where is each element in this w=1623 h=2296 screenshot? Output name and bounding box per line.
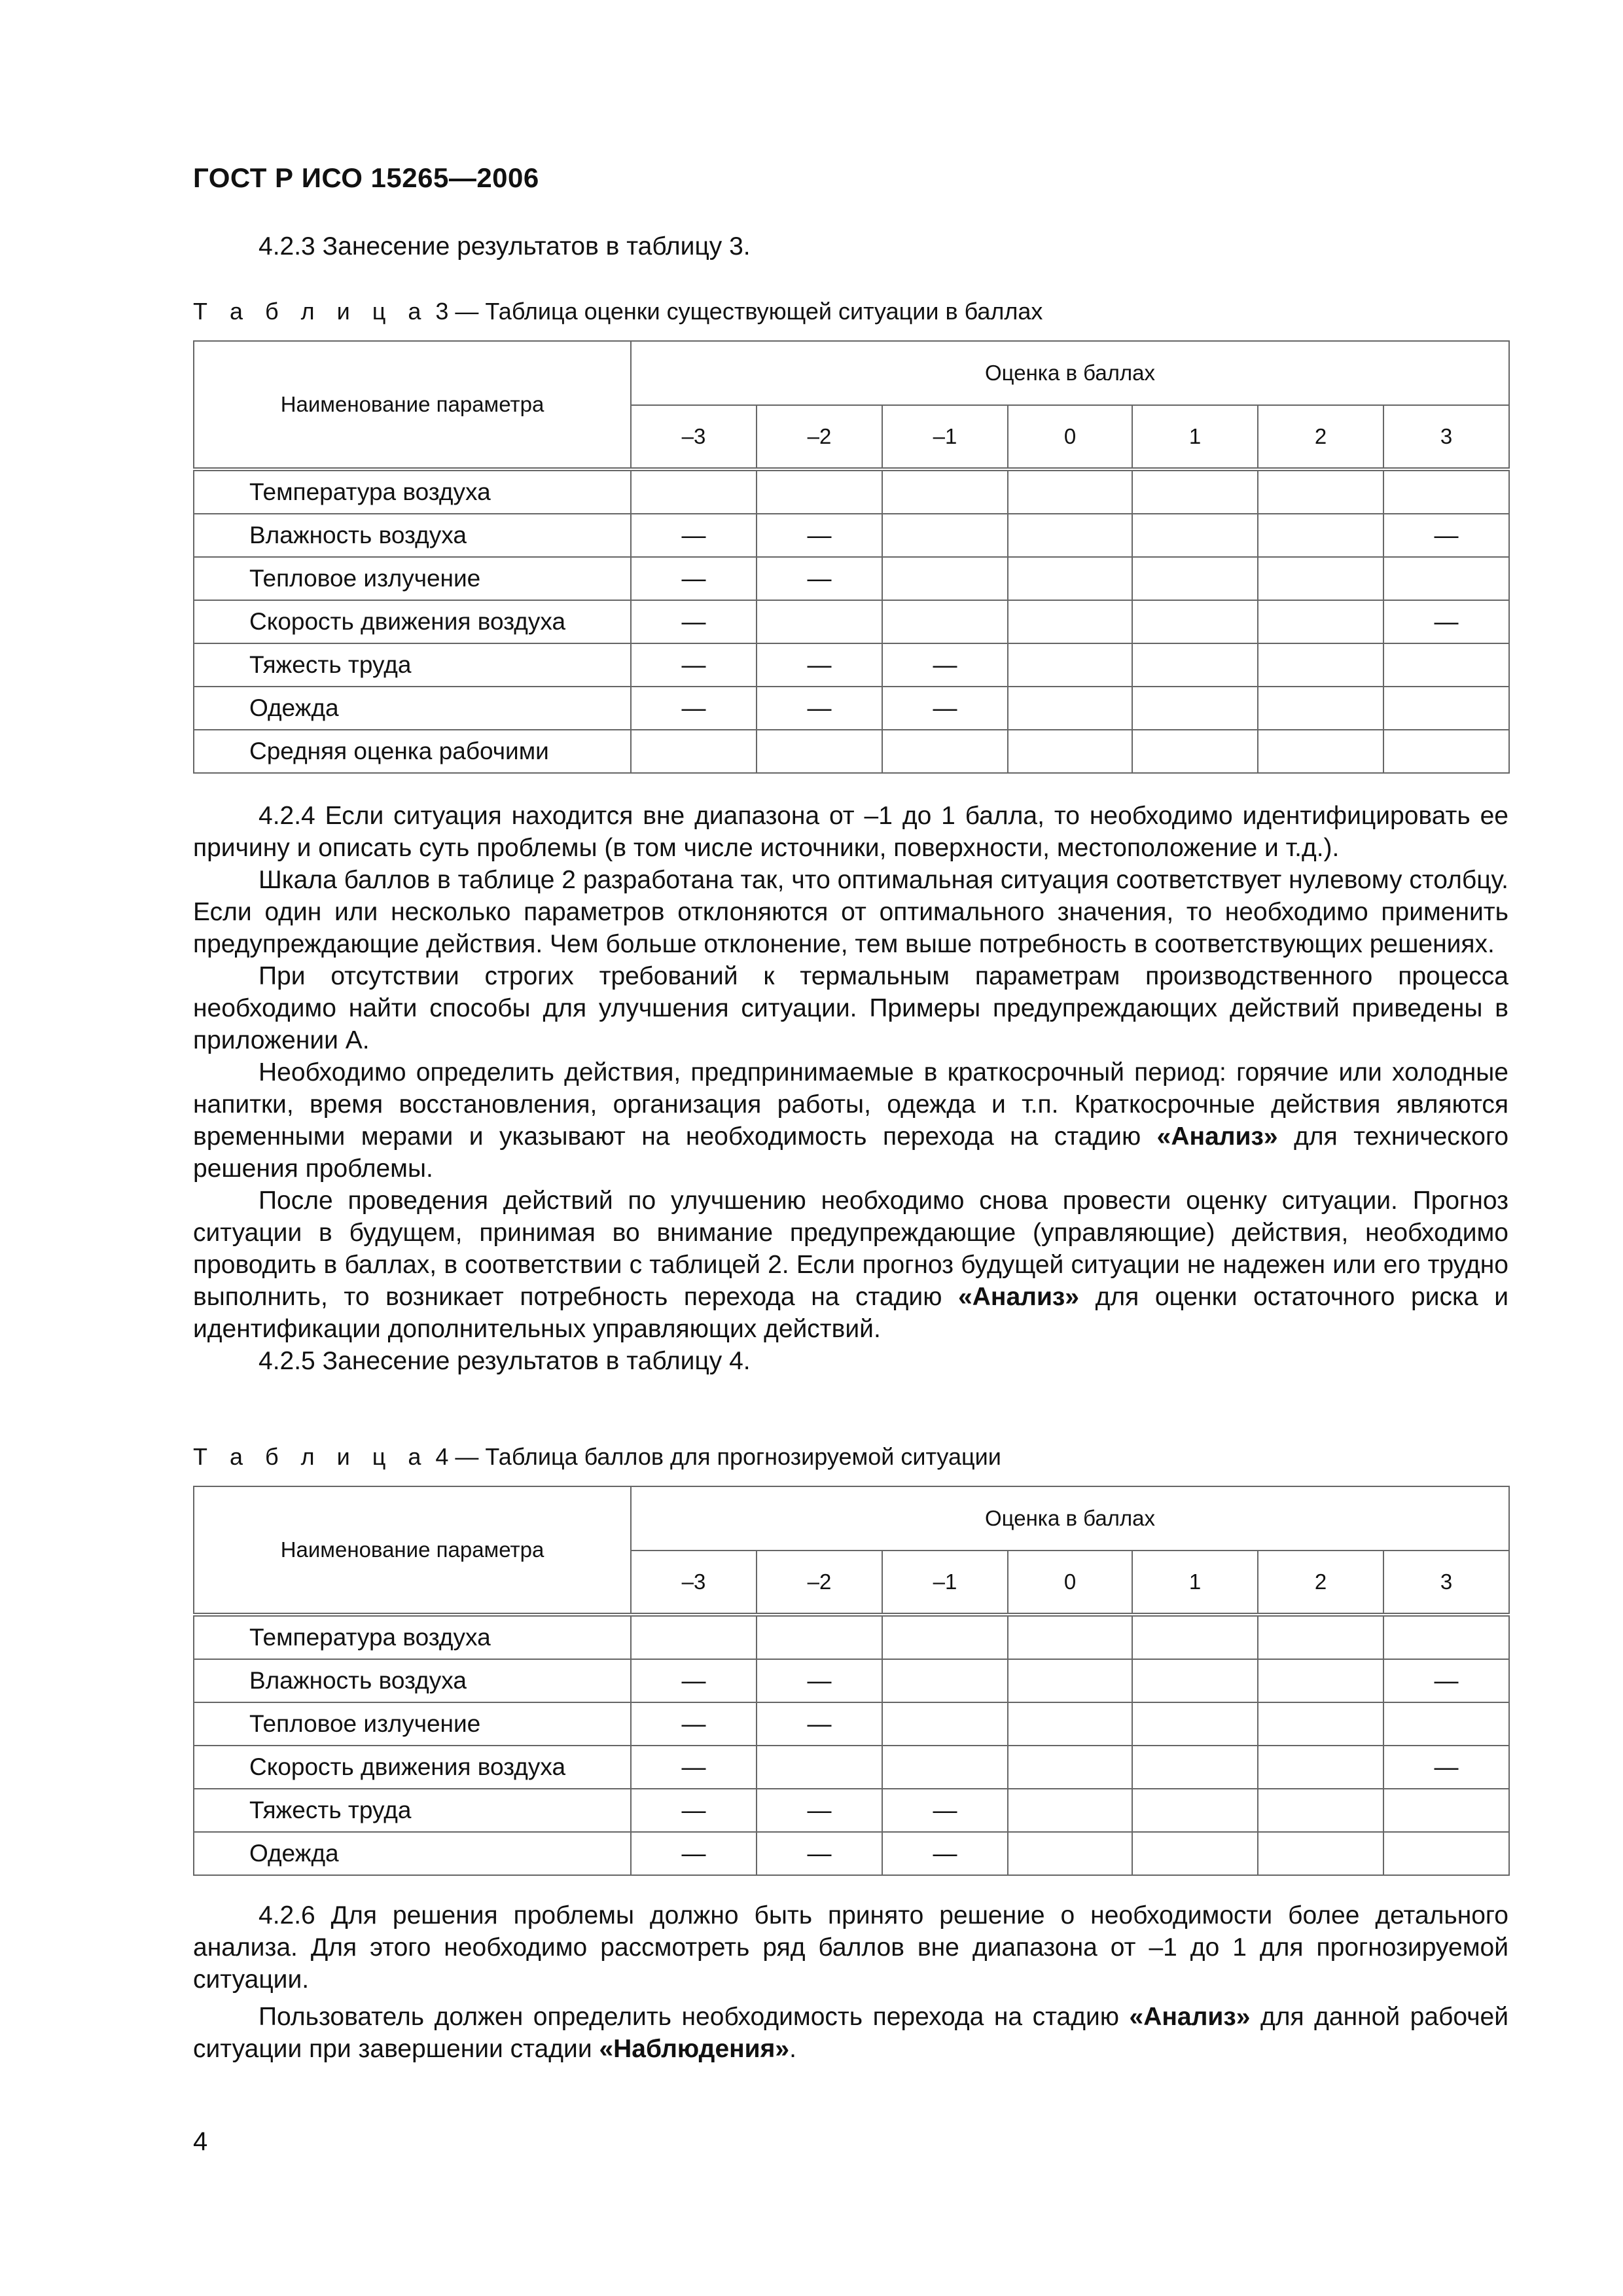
score-cell — [757, 600, 882, 643]
score-header: –2 — [757, 1551, 882, 1615]
score-cell: — — [631, 1659, 757, 1702]
score-cell — [882, 557, 1008, 600]
score-header: 1 — [1132, 1551, 1258, 1615]
stage-name-analysis: «Анализ» — [1129, 2003, 1251, 2031]
score-header: 0 — [1008, 405, 1132, 469]
score-header: –3 — [631, 1551, 757, 1615]
table-row — [194, 1702, 1509, 1746]
score-cell — [1258, 1659, 1383, 1702]
paragraph-text: При отсутствии строгих требований к термальным параметрам производственного процесса необходимо найти способы для улучшения ситуации. Примеры предупреждающих действий приведены в приложении А. — [193, 962, 1508, 1054]
score-cell — [1008, 687, 1132, 730]
score-cell — [1008, 469, 1132, 514]
score-cell — [1008, 600, 1132, 643]
table-3 — [193, 340, 1510, 774]
column-header-score-group: Оценка в баллах — [631, 341, 1509, 405]
score-cell: — — [757, 643, 882, 687]
parameter-name: Влажность воздуха — [194, 1659, 631, 1702]
stage-name-observation: «Наблюдения» — [599, 2035, 790, 2063]
score-cell: — — [631, 600, 757, 643]
table-row — [194, 687, 1509, 730]
score-cell — [1132, 643, 1258, 687]
score-cell: — — [631, 514, 757, 557]
table-row — [194, 1746, 1509, 1789]
parameter-name: Температура воздуха — [194, 1615, 631, 1659]
score-cell: — — [757, 514, 882, 557]
score-cell — [1258, 514, 1383, 557]
parameter-name: Влажность воздуха — [194, 514, 631, 557]
score-header: 1 — [1132, 405, 1258, 469]
parameter-name: Тяжесть труда — [194, 643, 631, 687]
score-cell: — — [757, 1832, 882, 1875]
score-header: 3 — [1383, 405, 1509, 469]
page-number: 4 — [193, 2127, 208, 2156]
score-cell: — — [631, 1789, 757, 1832]
parameter-name: Тепловое излучение — [194, 1702, 631, 1746]
table-row — [194, 1789, 1509, 1832]
score-cell: — — [631, 1746, 757, 1789]
score-header: –2 — [757, 405, 882, 469]
score-cell — [1258, 600, 1383, 643]
score-cell — [1383, 1702, 1509, 1746]
score-header: 3 — [1383, 1551, 1509, 1615]
score-cell — [1008, 514, 1132, 557]
parameter-name: Одежда — [194, 687, 631, 730]
column-header-parameter: Наименование параметра — [194, 1486, 631, 1615]
paragraph — [193, 2001, 1508, 2065]
paragraph-text: 4.2.6 Для решения проблемы должно быть принято решение о необходимости более детального анализа. Для этого необходимо рассмотреть ряд баллов вне диапазона от –1 до 1 для прогнозируемой ситуации. — [193, 1901, 1508, 1994]
section-4-2-4 — [193, 800, 1508, 1377]
score-cell — [882, 730, 1008, 773]
paragraph — [193, 960, 1508, 1056]
score-cell — [1258, 643, 1383, 687]
caption-text: 4 — Таблица баллов для прогнозируемой ситуации — [429, 1443, 1001, 1470]
score-cell — [757, 1615, 882, 1659]
parameter-name: Одежда — [194, 1832, 631, 1875]
score-cell: — — [757, 687, 882, 730]
table-row — [194, 600, 1509, 643]
score-cell — [882, 1615, 1008, 1659]
table-row — [194, 514, 1509, 557]
caption-text: 3 — Таблица оценки существующей ситуации в баллах — [429, 298, 1043, 325]
paragraph-text: Пользователь должен определить необходимость перехода на стадию — [259, 2003, 1130, 2031]
table-row — [194, 557, 1509, 600]
paragraph-text: . — [789, 2035, 796, 2063]
score-cell — [631, 730, 757, 773]
score-cell — [631, 469, 757, 514]
score-cell — [1132, 1832, 1258, 1875]
parameter-name: Температура воздуха — [194, 469, 631, 514]
score-cell — [1258, 557, 1383, 600]
caption-label: Т а б л и ц а — [193, 1443, 429, 1470]
paragraph — [193, 1185, 1508, 1345]
score-cell — [1132, 1789, 1258, 1832]
paragraph-text: 4.2.5 Занесение результатов в таблицу 4. — [259, 1347, 751, 1375]
score-cell — [1008, 1615, 1132, 1659]
score-cell: — — [757, 557, 882, 600]
score-cell — [1132, 1659, 1258, 1702]
paragraph-text: для технического решения проблемы. — [193, 1122, 1509, 1183]
parameter-name: Скорость движения воздуха — [194, 1746, 631, 1789]
score-cell — [1132, 730, 1258, 773]
score-cell — [1383, 469, 1509, 514]
score-cell — [1132, 514, 1258, 557]
score-header: 0 — [1008, 1551, 1132, 1615]
score-cell — [1383, 730, 1509, 773]
score-cell — [1132, 1615, 1258, 1659]
score-cell — [1258, 469, 1383, 514]
score-header: –1 — [882, 1551, 1008, 1615]
score-cell — [1008, 1702, 1132, 1746]
score-cell: — — [882, 1832, 1008, 1875]
score-cell — [1008, 1832, 1132, 1875]
score-cell — [1258, 1832, 1383, 1875]
score-cell: — — [757, 1659, 882, 1702]
table-row — [194, 643, 1509, 687]
score-cell — [882, 469, 1008, 514]
score-cell: — — [757, 1702, 882, 1746]
score-cell: — — [631, 687, 757, 730]
score-cell: — — [1383, 600, 1509, 643]
score-cell: — — [1383, 514, 1509, 557]
section-4-2-3 — [193, 230, 1508, 262]
table-row — [194, 730, 1509, 773]
table-row — [194, 469, 1509, 514]
score-header: –1 — [882, 405, 1008, 469]
table-4 — [193, 1486, 1510, 1876]
score-cell — [757, 1746, 882, 1789]
score-cell — [1008, 557, 1132, 600]
table-3-caption — [193, 298, 1043, 325]
stage-name-analysis: «Анализ» — [1156, 1122, 1278, 1151]
score-cell — [757, 469, 882, 514]
document-header: ГОСТ Р ИСО 15265—2006 — [193, 162, 539, 193]
score-cell: — — [757, 1789, 882, 1832]
score-cell — [882, 1702, 1008, 1746]
paragraph — [193, 1056, 1508, 1185]
score-cell — [882, 1746, 1008, 1789]
score-cell — [1383, 557, 1509, 600]
column-header-parameter: Наименование параметра — [194, 341, 631, 469]
score-header: 2 — [1258, 405, 1383, 469]
paragraph — [193, 864, 1508, 960]
stage-name-analysis: «Анализ» — [958, 1283, 1079, 1311]
score-cell — [1008, 1789, 1132, 1832]
score-cell — [1383, 1832, 1509, 1875]
paragraph — [193, 1899, 1508, 1996]
paragraph-text: После проведения действий по улучшению необходимо снова провести оценку ситуации. Прогноз ситуации в будущем, принимая во внимание предупреждающие (управляющие) действия, необходимо проводить в баллах, в соответствии с таблицей 2. Если прогноз будущей ситуации не надежен или его трудно выполнить, то возникает потребность перехода на стадию — [193, 1187, 1508, 1311]
score-cell — [882, 600, 1008, 643]
score-cell: — — [1383, 1659, 1509, 1702]
paragraph-text: 4.2.4 Если ситуация находится вне диапазона от –1 до 1 балла, то необходимо идентифицировать ее причину и описать суть проблемы (в том числе источники, поверхности, местоположение и т.д.). — [193, 802, 1508, 862]
score-cell — [882, 1659, 1008, 1702]
score-cell — [1258, 730, 1383, 773]
caption-label: Т а б л и ц а — [193, 298, 429, 325]
score-cell — [1132, 1746, 1258, 1789]
score-cell: — — [631, 1702, 757, 1746]
score-cell — [1258, 1746, 1383, 1789]
score-cell — [1258, 1702, 1383, 1746]
score-cell — [1383, 643, 1509, 687]
table-row — [194, 1832, 1509, 1875]
score-cell: — — [1383, 1746, 1509, 1789]
score-cell — [1383, 1615, 1509, 1659]
score-cell — [1258, 1789, 1383, 1832]
parameter-name: Тепловое излучение — [194, 557, 631, 600]
score-cell: — — [882, 1789, 1008, 1832]
score-cell: — — [631, 643, 757, 687]
score-cell: — — [631, 557, 757, 600]
score-header: –3 — [631, 405, 757, 469]
score-cell — [1132, 687, 1258, 730]
score-cell — [1008, 1659, 1132, 1702]
score-cell — [1132, 600, 1258, 643]
score-cell — [631, 1615, 757, 1659]
score-cell: — — [882, 643, 1008, 687]
paragraph-text: для данной рабочей ситуации при завершении стадии — [193, 2003, 1508, 2063]
score-cell — [1383, 687, 1509, 730]
score-cell: — — [882, 687, 1008, 730]
column-header-score-group: Оценка в баллах — [631, 1486, 1509, 1551]
parameter-name: Средняя оценка рабочими — [194, 730, 631, 773]
score-cell — [1258, 1615, 1383, 1659]
paragraph-text: Необходимо определить действия, предпринимаемые в краткосрочный период: горячие или холодные напитки, время восстановления, организация работы, одежда и т.п. Краткосрочные действия являются временными мерами и указывают на необходимость перехода на стадию — [193, 1058, 1508, 1151]
score-cell — [757, 730, 882, 773]
score-cell — [1132, 469, 1258, 514]
table-row — [194, 1615, 1509, 1659]
paragraph — [193, 800, 1508, 864]
score-cell — [1383, 1789, 1509, 1832]
score-cell — [1132, 557, 1258, 600]
score-cell — [1132, 1702, 1258, 1746]
score-cell: — — [631, 1832, 757, 1875]
score-cell — [882, 514, 1008, 557]
score-cell — [1008, 643, 1132, 687]
section-4-2-5 — [193, 1345, 1508, 1377]
score-cell — [1008, 730, 1132, 773]
parameter-name: Тяжесть труда — [194, 1789, 631, 1832]
parameter-name: Скорость движения воздуха — [194, 600, 631, 643]
score-header: 2 — [1258, 1551, 1383, 1615]
section-4-2-3-text: 4.2.3 Занесение результатов в таблицу 3. — [259, 232, 751, 260]
score-cell — [1258, 687, 1383, 730]
section-4-2-6 — [193, 1899, 1508, 2065]
paragraph-text: Шкала баллов в таблице 2 разработана так, что оптимальная ситуация соответствует нулевому столбцу. Если один или несколько параметров отклоняются от оптимального значения, то необходимо применить предупреждающие действия. Чем больше отклонение, тем выше потребность в соответствующих решениях. — [193, 866, 1508, 958]
table-row — [194, 1659, 1509, 1702]
table-4-caption — [193, 1443, 1001, 1471]
paragraph-text: для оценки остаточного риска и идентификации дополнительных управляющих действий. — [193, 1283, 1508, 1343]
score-cell — [1008, 1746, 1132, 1789]
